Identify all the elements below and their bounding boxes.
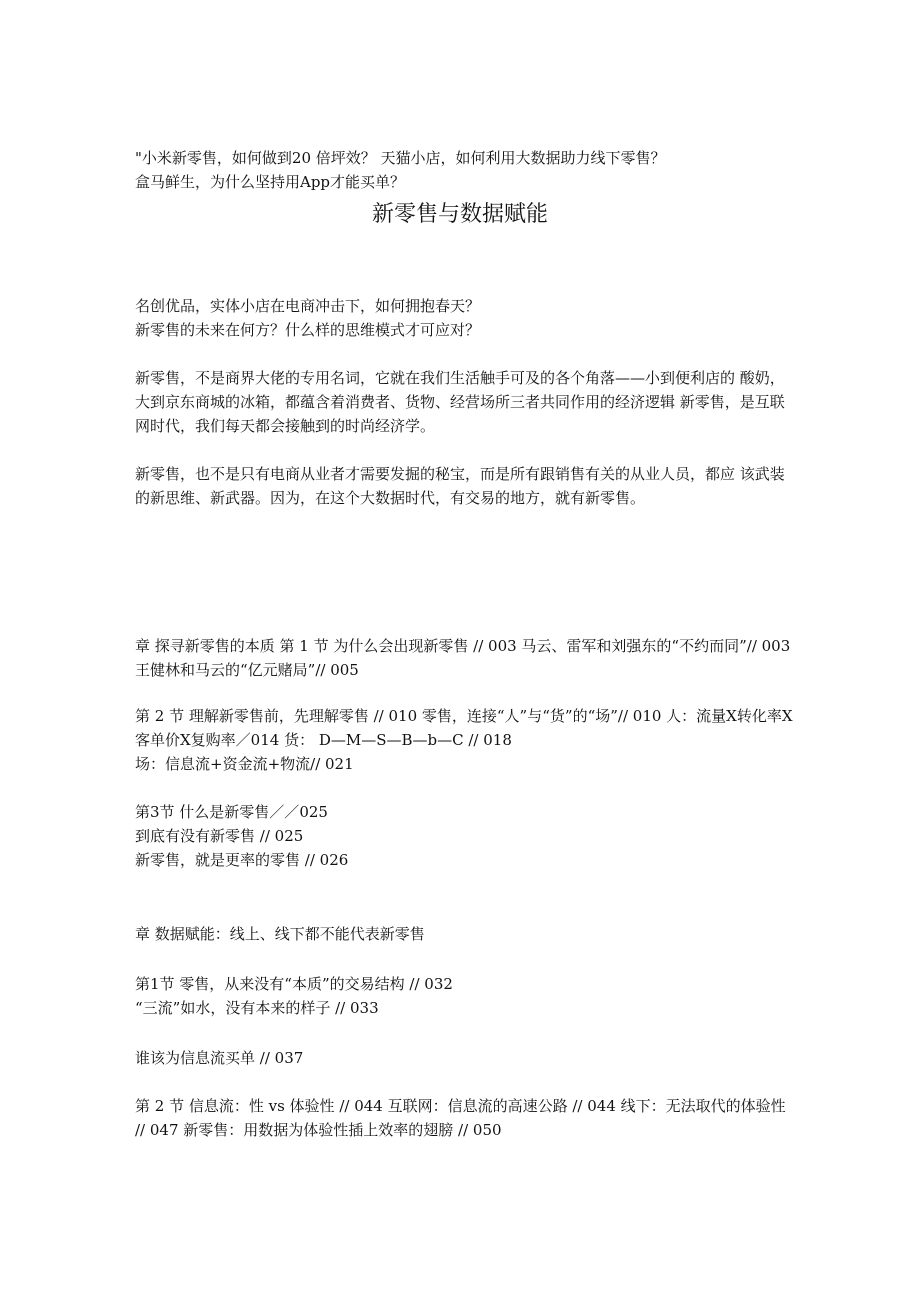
toc-entry: “三流”如水，没有本来的样子 // 033 xyxy=(135,999,379,1017)
paragraph-text: 新零售，也不是只有电商从业者才需要发掘的秘宝，而是所有跟销售有关的从业人员，都应 该武装的新思维、新武器。因为，在这个大数据时代，有交易的地方，就有新零售。 xyxy=(135,465,785,507)
toc-chapter-2-section-1-b xyxy=(135,1046,795,1070)
toc-chapter-2 xyxy=(135,922,795,946)
toc-entry: 新零售，就是更率的零售 // 026 xyxy=(135,851,349,869)
toc-entry: 到底有没有新零售 // 025 xyxy=(135,827,304,845)
toc-entry: 第 2 节 理解新零售前，先理解零售 // 010 零售，连接“人”与“货”的“场”// 010 人：流量X转化率X客单价X复购率／014 货： D—M—S—B—b—C // 018 xyxy=(135,707,793,749)
question-line-1: 名创优品，实体小店在电商冲击下，如何拥抱春天？ xyxy=(135,297,481,315)
toc-entry: 章 探寻新零售的本质 第 1 节 为什么会出现新零售 // 003 马云、雷军和刘强东的“不约而同”// 003 王健林和马云的“亿元赌局”// 005 xyxy=(135,637,791,679)
question-line-2: 新零售的未来在何方？什么样的思维模式才可应对？ xyxy=(135,321,481,339)
paragraph-1 xyxy=(135,366,795,438)
toc-chapter-1-section-3 xyxy=(135,800,795,872)
toc-entry: 第 2 节 信息流：性 vs 体验性 // 044 互联网：信息流的高速公路 // 044 线下：无法取代的体验性 // 047 新零售：用数据为体验性插上效率的翅膀 // 050 xyxy=(135,1097,786,1139)
toc-chapter-1-section-2 xyxy=(135,704,795,776)
intro-line-2: 盒马鲜生，为什么坚持用App才能买单？ xyxy=(135,173,406,191)
intro-block xyxy=(135,146,795,194)
toc-chapter-2-section-2 xyxy=(135,1094,795,1142)
intro-line-1: "小米新零售，如何做到20 倍坪效？ 天猫小店，如何利用大数据助力线下零售？ xyxy=(135,149,666,167)
toc-entry: 第1节 零售，从来没有“本质”的交易结构 // 032 xyxy=(135,975,453,993)
questions-block xyxy=(135,294,795,342)
toc-chapter-1-section-1 xyxy=(135,634,795,682)
toc-chapter-2-section-1 xyxy=(135,972,795,1020)
toc-entry: 第3节 什么是新零售／／025 xyxy=(135,803,328,821)
toc-chapter-heading: 章 数据赋能：线上、线下都不能代表新零售 xyxy=(135,925,425,943)
paragraph-2 xyxy=(135,462,795,510)
toc-entry: 场：信息流+资金流+物流// 021 xyxy=(135,755,354,773)
paragraph-text: 新零售，不是商界大佬的专用名词，它就在我们生活触手可及的各个角落——小到便利店的 酸奶，大到京东商城的冰箱，都蕴含着消费者、货物、经营场所三者共同作用的经济逻辑 新零售，是互联网时代，我们每天都会接触到的时尚经济学。 xyxy=(135,369,785,435)
document-title: 新零售与数据赋能 xyxy=(371,202,548,227)
toc-entry: 谁该为信息流买单 // 037 xyxy=(135,1049,304,1067)
